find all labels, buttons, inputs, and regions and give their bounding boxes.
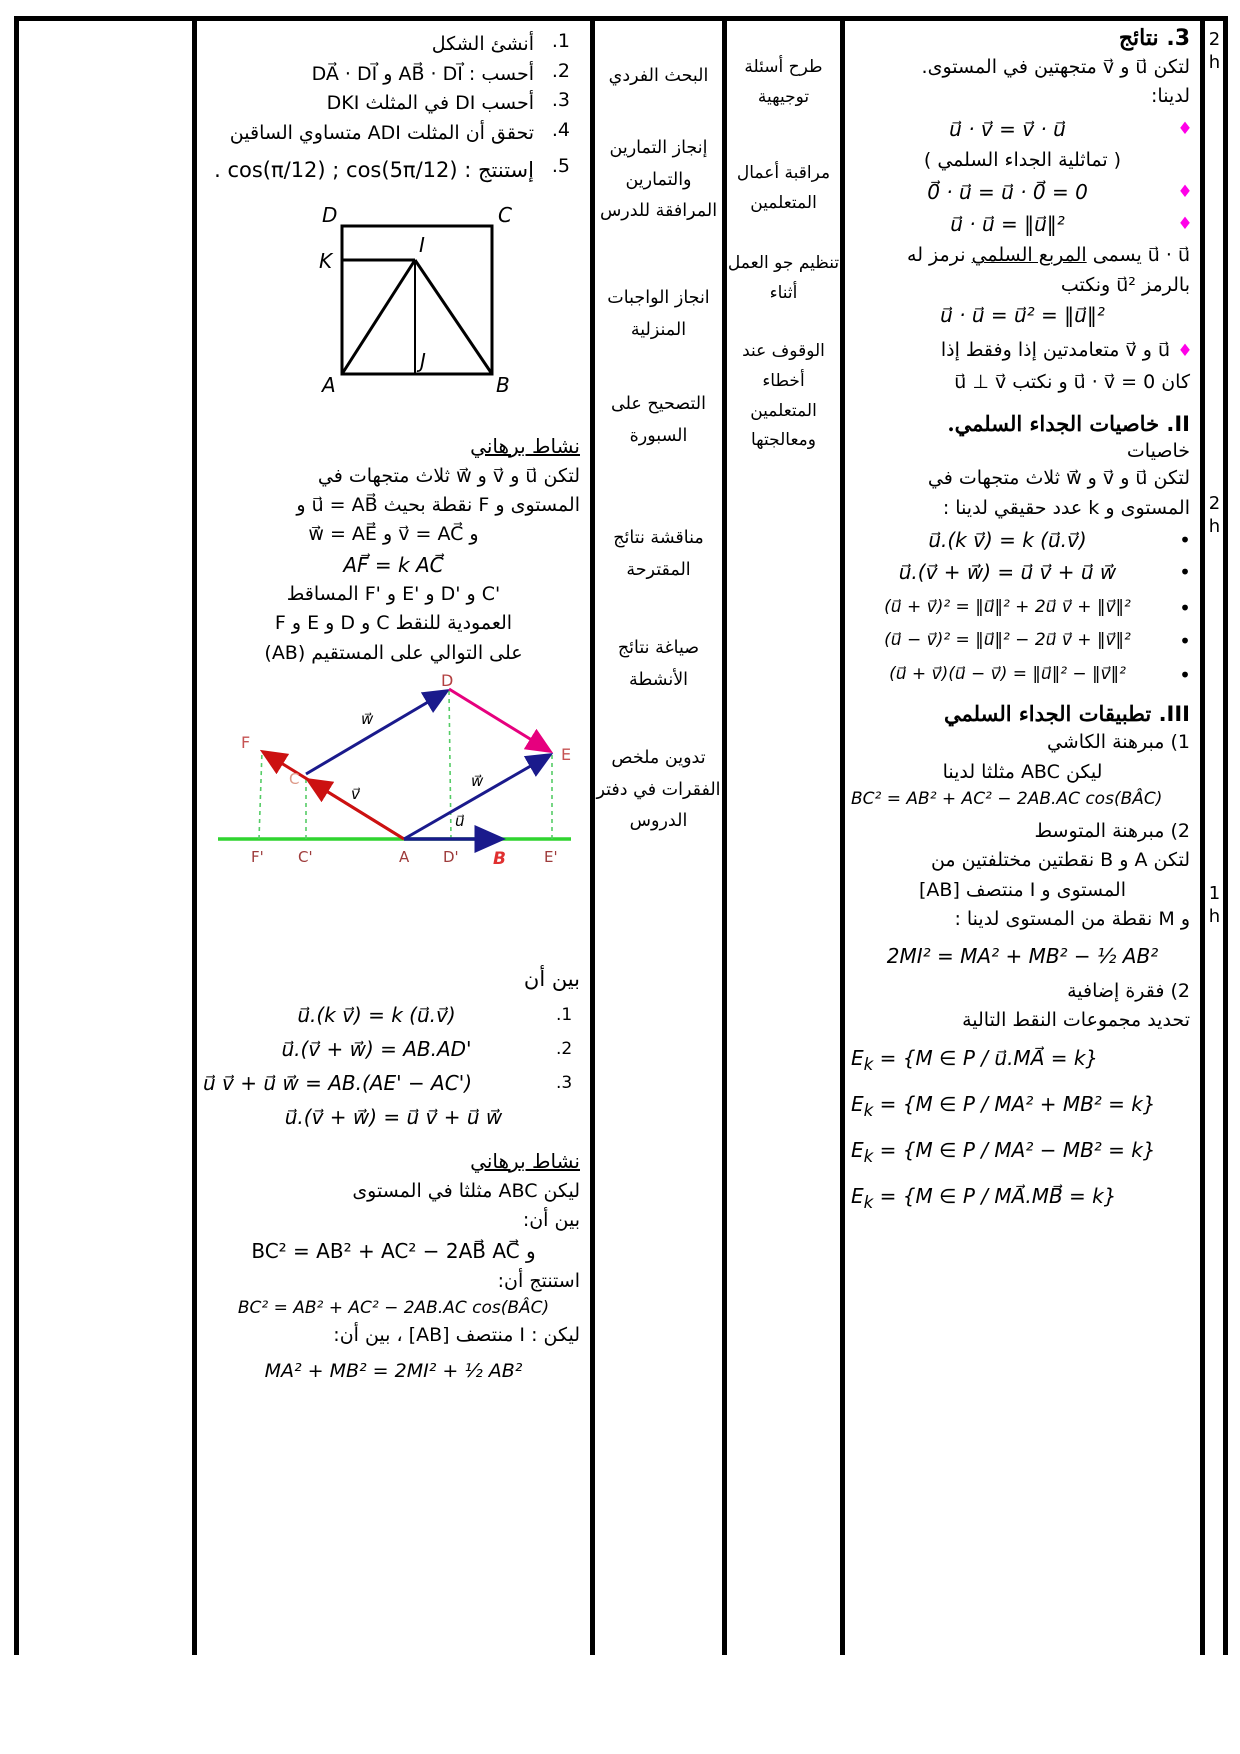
proof1-line: لتكن u⃗ و v⃗ و w⃗ ثلاث متجهات في [317,464,580,487]
point-label-D: D [322,202,338,227]
section-number: III. [1158,702,1190,727]
item-formula: u⃗.(k v⃗) = k (u⃗.v⃗) [297,1002,456,1027]
exercise-text: تحقق أن المثلت ADI متساوي الساقين [229,121,534,144]
hour-value: 1 [1208,883,1221,904]
result-text2: كان u⃗ · v⃗ = 0 و نكتب u⃗ ⊥ v⃗ [954,370,1190,393]
app-s1-title: 1) مبرهنة الكاشي [1046,731,1190,754]
content-column [845,21,1200,1655]
exercise-number: 3. [551,89,570,111]
proof2-formula3: MA² + MB² = 2MI² + ½ AB² [264,1359,523,1382]
proof2-formula1: و BC² = AB² + AC² − 2AB⃗ AC⃗ [251,1238,536,1263]
point-label-K: K [319,248,333,273]
exercise-item [197,30,584,59]
vector-w-AE [404,756,548,839]
exercise-item [197,89,584,118]
proof2-line: ليكن ABC مثلثا في المستوى [352,1179,580,1202]
app-s1-line: ليكن ABC مثلثا لدينا [942,760,1103,783]
property-formula: (u⃗ + v⃗)(u⃗ − v⃗) = ‖u⃗‖² − ‖v⃗‖² [889,663,1126,684]
item-number: 3. [556,1072,573,1093]
exercise-item [197,155,584,187]
point-label-B: B [496,372,510,397]
proof2-line: ليكن : I منتصف [AB] ، بين أن: [333,1324,580,1347]
vector-label-w2: w⃗ [471,772,484,791]
set-symbol: E [851,1138,864,1163]
proof1-extra-formula: u⃗.(v⃗ + w⃗) = u⃗ v⃗ + u⃗ w⃗ [284,1104,503,1129]
exercise-number: 1. [551,30,570,52]
method-item: مراقبة أعمال المتعلمين [736,163,831,213]
proof1-item [197,1000,590,1030]
proof1-line: و v⃗ = AC⃗ و w⃗ = AE⃗ [308,523,479,546]
result-text: u⃗ و v⃗ متعامدتين إذا وفقط إذا [940,339,1170,362]
exercise-number: 4. [551,118,570,141]
result-formula: u⃗ · v⃗ = v⃗ · u⃗ [949,116,1066,141]
proof1-line: C'‎ و D'‎ و E'‎ و F'‎ المساقط [286,582,501,605]
exercise-text: إستنتج : cos(π/12) ; cos(5π/12) . [214,158,534,182]
item-number: 1. [556,1004,573,1025]
point-label-C-prime: C' [298,848,313,867]
results-intro: لتكن u⃗ و v⃗ متجهتين في المستوى. [921,56,1190,78]
proof1-formula: AF⃗ = k AC⃗ [343,552,444,577]
show-that-label: بين أن [523,967,580,992]
point-label-B: B [493,849,506,870]
segment-DE [449,689,548,750]
square-note-underlined: المربع السلمي [971,244,1087,267]
results-intro: لدينا: [1151,85,1190,108]
section-title: خاصيات الجداء السلمي. [947,411,1160,437]
point-label-F: F [241,733,251,753]
point-label-D-prime: D' [443,848,459,867]
app-s3-title: 2) فقرة إضافية [1067,979,1190,1002]
proof1-line: على التوالي على المستقيم (AB) [264,641,523,664]
point-label-C: C [498,202,512,227]
diamond-bullet-icon: ♦ [1177,118,1193,139]
section-title: تطبيقات الجداء السلمي [944,701,1152,727]
method-item: تنظيم جو العمل أثناء [727,253,840,303]
square-figure [197,188,590,403]
square-figure-svg [292,190,527,400]
proof1-item [197,1068,590,1098]
activity-item: إنجاز التمارين والتمارين المرافقة للدرس [599,138,718,221]
square-note-c: نرمز له [907,244,972,267]
app-s2-line: لتكن A و B نقطتين مختلفتين من [930,849,1190,872]
set-subscript: k [863,1147,874,1167]
hour-marker [1205,29,1224,74]
property-item [845,525,1200,555]
dot-bullet-icon: • [1179,595,1191,620]
set-body: = {M ∈ P / u⃗.MA⃗ = k} [873,1046,1099,1071]
property-item [845,662,1200,688]
activities-column [595,21,722,1655]
properties-sub: خاصيات [1126,440,1190,463]
point-label-C: C [289,770,300,789]
proof2-line: استنتج أن: [497,1269,580,1292]
app-s3-line: تحديد مجموعات النقط التالية [962,1009,1190,1031]
hour-unit: h [1208,905,1221,927]
square-note-line1 [845,241,1200,270]
item-formula: u⃗ v⃗ + u⃗ w⃗ = AB.(AE' − AC') [203,1070,473,1095]
point-label-I: I [419,232,425,257]
exercise-text: أنشئ الشكل [431,33,534,55]
exercise-item [197,119,584,148]
diamond-bullet-icon: ♦ [1177,214,1193,235]
result-formula: 0⃗ · u⃗ = u⃗ · 0⃗ = 0 [927,180,1088,205]
result-bullet [845,336,1200,365]
square-note-line2: بالرمز u⃗² ونكتب [1060,273,1190,296]
point-label-A: A [322,372,336,397]
property-item [845,628,1200,654]
dot-bullet-icon: • [1179,629,1191,654]
vector-figure [197,674,590,959]
section-heading-results [845,21,1200,53]
item-formula: u⃗.(v⃗ + w⃗) = AB.AD' [281,1036,472,1061]
projection-F [259,751,262,839]
property-formula: (u⃗ − v⃗)² = ‖u⃗‖² − 2u⃗ v⃗ + ‖v⃗‖² [884,630,1131,651]
set-definition [845,1181,1200,1215]
dot-bullet-icon: • [1179,662,1191,687]
activity-item: التصحيح على السبورة [611,394,706,446]
exercise-item [197,60,584,89]
set-symbol: E [851,1184,864,1209]
exercises-column [197,21,590,1655]
segment-AI [342,260,415,374]
proof1-line: المستوى و F نقطة بحيث u⃗ = AB⃗ و [296,493,580,516]
lesson-table [14,16,1228,1655]
activity-item: مناقشة نتائج المقترحة [613,528,704,580]
exercise-number: 2. [551,59,570,82]
margin-column [19,21,192,1655]
hour-unit: h [1208,51,1221,73]
method-item: طرح أسئلة توجيهية [744,57,823,107]
dot-bullet-icon: • [1179,527,1191,552]
property-formula: u⃗.(v⃗ + w⃗) = u⃗ v⃗ + u⃗ w⃗ [898,559,1117,584]
set-symbol: E [851,1092,864,1117]
point-label-F-prime: F' [251,848,264,867]
proof1-item [197,1034,590,1064]
hour-unit: h [1208,515,1221,537]
proof-activity-title: نشاط برهاني [470,1148,580,1173]
activity-item: تدوين ملخص الفقرات في دفتر الدروس [596,748,721,831]
activity-item: انجاز الواجبات المنزلية [607,288,710,340]
point-label-A: A [399,848,410,867]
app-s2-line: المستوى و I منتصف [AB] [918,878,1127,901]
proof2-formula2: BC² = AB² + AC² − 2AB.AC cos(BÂC) [237,1297,550,1318]
property-formula: (u⃗ + v⃗)² = ‖u⃗‖² + 2u⃗ v⃗ + ‖v⃗‖² [884,596,1131,617]
property-item [845,557,1200,587]
method-item: الوقوف عند أخطاء المتعلمين ومعالجتها [742,341,825,451]
square-formula: u⃗ · u⃗ = u⃗² = ‖u⃗‖² [940,303,1105,328]
vector-figure-svg [203,674,583,954]
dot-bullet-icon: • [1179,559,1191,584]
set-definition [845,1089,1200,1123]
exercise-list [197,21,590,187]
section-number: 3. [1166,26,1190,51]
result-formula: u⃗ · u⃗ = ‖u⃗‖² [950,212,1065,237]
activity-item: صياغة نتائج الأنشطة [617,638,700,690]
diamond-bullet-icon: ♦ [1177,340,1193,361]
section-heading-applications [845,697,1200,728]
section-heading-properties [845,407,1200,438]
point-label-E: E [561,745,572,765]
diamond-bullet-icon: ♦ [1177,182,1193,203]
hour-marker [1205,493,1224,538]
set-definition [845,1043,1200,1077]
proof1-line: العمودية للنقط C و D و E و F [274,612,513,635]
property-item [845,595,1200,621]
property-formula: u⃗.(k v⃗) = k (u⃗.v⃗) [928,527,1087,552]
exercise-text: أحسب : AB⃗ · DI⃗ و DA⃗ · DI⃗ [311,62,534,85]
set-subscript: k [863,1101,874,1121]
proof2-line: بين أن: [522,1209,580,1232]
properties-intro: لتكن u⃗ و v⃗ و w⃗ ثلاث متجهات في [927,467,1190,490]
set-definition [845,1135,1200,1169]
vector-label-v: v⃗ [351,785,360,804]
projection-D [449,691,451,839]
results-note: ( تماثلية الجداء السلمي ) [923,148,1122,171]
exercise-number: 5. [551,155,570,177]
set-symbol: E [851,1046,864,1071]
vector-label-w1: w⃗ [361,710,374,729]
hours-column [1205,21,1224,1655]
exercise-text: أحسب DI في المثلث DKI [326,92,534,114]
hour-value: 2 [1208,493,1221,514]
vector-w-CD [306,692,445,774]
proof-activity-title: نشاط برهاني [470,433,580,458]
set-body: = {M ∈ P / MA² + MB² = k} [873,1092,1156,1117]
set-body: = {M ∈ P / MA² − MB² = k} [873,1138,1156,1163]
segment-IB [415,260,492,374]
section-title: نتائج [1118,25,1159,51]
set-subscript: k [863,1055,874,1075]
point-label-J: J [420,348,426,373]
item-number: 2. [556,1038,573,1059]
result-bullet [845,209,1200,239]
point-label-D: D [441,674,454,691]
result-bullet [845,177,1200,207]
app-s2-line: و M نقطة من المستوى لدينا : [954,908,1190,931]
methods-column [727,21,840,1655]
app-s2-title: 2) مبرهنة المتوسط [1034,819,1190,842]
activity-item: البحث الفردي [608,66,709,86]
set-subscript: k [863,1193,874,1213]
square-note-a: u⃗ · u⃗ يسمى [1086,244,1190,267]
app-s1-formula: BC² = AB² + AC² − 2AB.AC cos(BÂC) [851,789,1163,810]
properties-intro: المستوى و k عدد حقيقي لدينا : [942,496,1190,519]
vector-label-u: u⃗ [455,812,465,831]
hour-marker [1205,883,1224,928]
hour-value: 2 [1208,29,1221,50]
set-body: = {M ∈ P / MA⃗.MB⃗ = k} [873,1184,1117,1209]
app-s2-formula: 2MI² = MA² + MB² − ½ AB² [886,943,1159,968]
point-label-E-prime: E' [544,848,558,867]
section-number: II. [1166,412,1190,437]
result-bullet [845,114,1200,144]
square-outline [342,226,492,374]
